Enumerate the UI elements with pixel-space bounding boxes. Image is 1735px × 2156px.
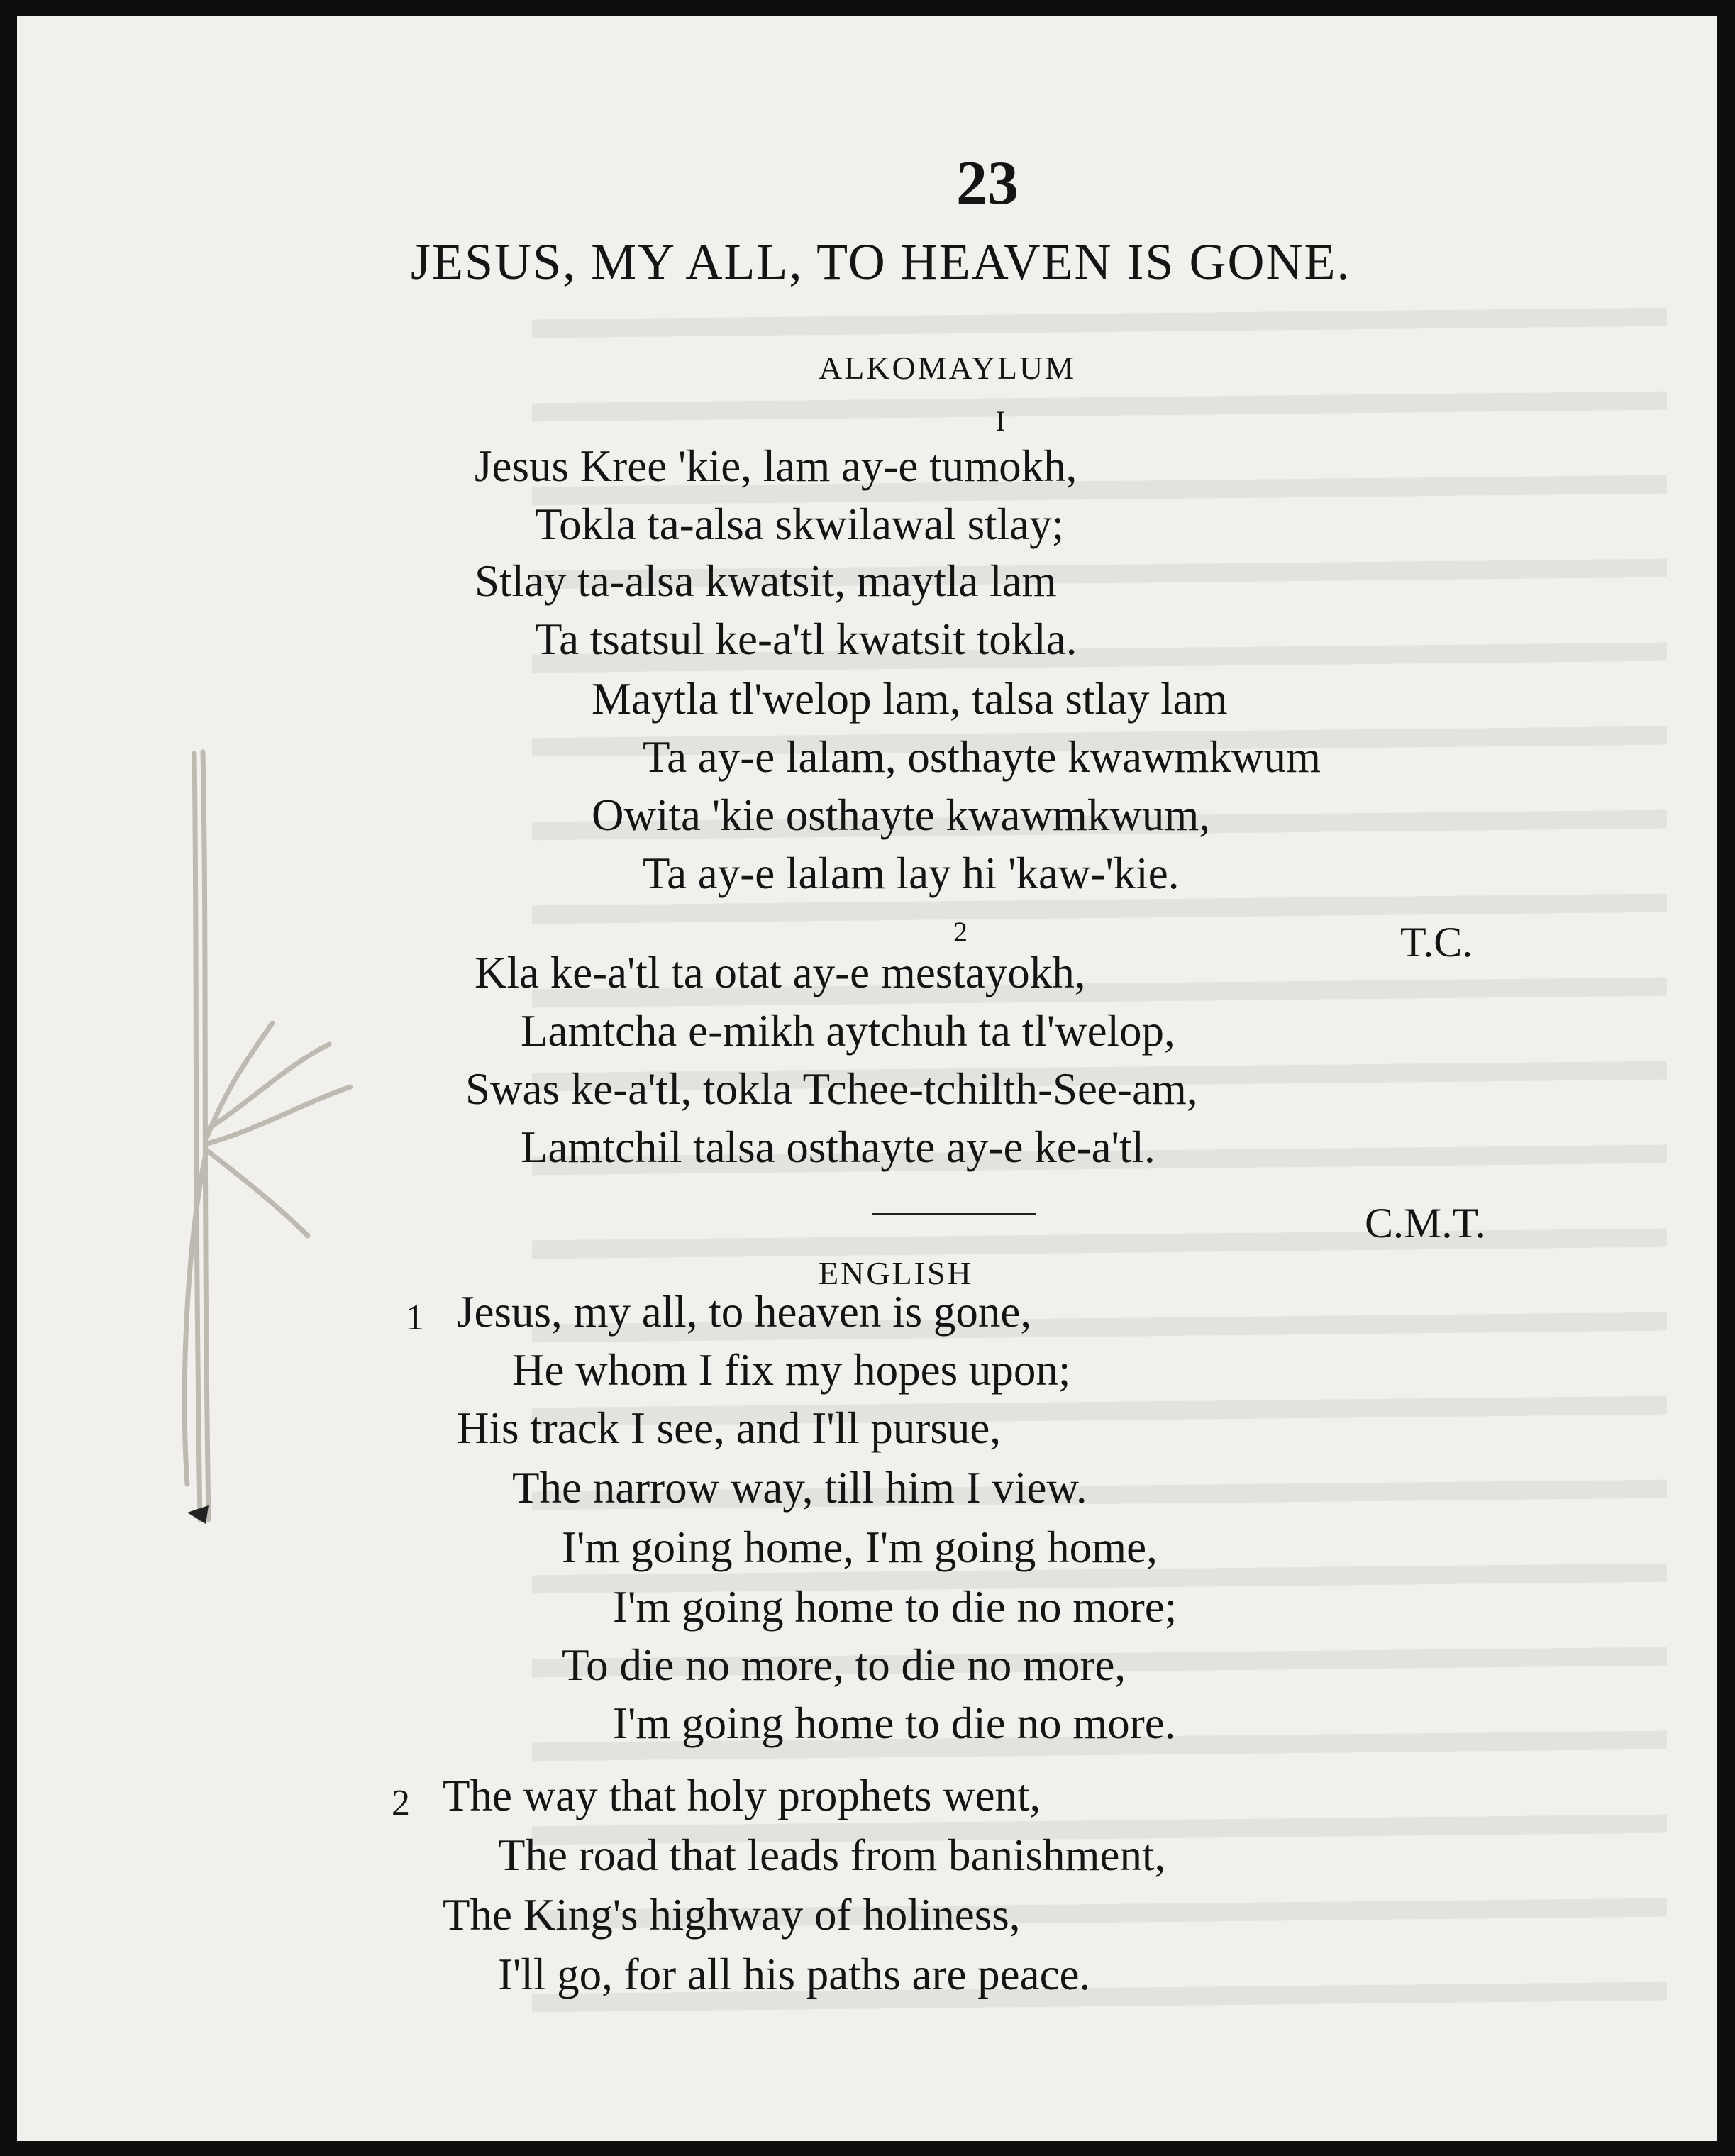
verse-line: The King's highway of holiness, — [443, 1890, 1021, 1940]
verse-line: Tokla ta-alsa skwilawal stlay; — [535, 499, 1065, 549]
verse-line: His track I see, and I'll pursue, — [457, 1403, 1002, 1453]
native-verse-2-number: 2 — [953, 916, 968, 948]
hymn-title: JESUS, MY ALL, TO HEAVEN IS GONE. — [411, 233, 1351, 290]
english-verse-1-number: 1 — [406, 1298, 424, 1338]
verse-line: He whom I fix my hopes upon; — [512, 1345, 1071, 1395]
verse-line: The narrow way, till him I view. — [512, 1463, 1087, 1513]
page-number: 23 — [956, 149, 1019, 218]
verse-line: Jesus, my all, to heaven is gone, — [457, 1287, 1032, 1337]
native-verse-1-number: I — [996, 405, 1006, 437]
hymn-page — [17, 16, 1717, 2141]
verse-line: Owita 'kie osthayte kwawmkwum, — [592, 790, 1211, 840]
verse-line: I'm going home to die no more; — [613, 1582, 1177, 1632]
verse-line: Jesus Kree 'kie, lam ay-e tumokh, — [475, 441, 1077, 491]
verse-line: To die no more, to die no more, — [562, 1640, 1126, 1690]
verse-2-attribution: T.C. — [1400, 919, 1473, 966]
verse-line: Ta tsatsul ke-a'tl kwatsit tokla. — [535, 614, 1077, 664]
native-section-heading: ALKOMAYLUM — [819, 350, 1077, 386]
english-verse-2-number: 2 — [392, 1783, 410, 1823]
binding-string-illustration — [166, 746, 407, 1541]
verse-line: I'll go, for all his paths are peace. — [498, 1950, 1091, 1999]
verse-line: Lamtchil talsa osthayte ay-e ke-a'tl. — [521, 1122, 1155, 1172]
verse-line: The way that holy prophets went, — [443, 1771, 1041, 1820]
verse-line: I'm going home, I'm going home, — [562, 1522, 1158, 1572]
verse-line: I'm going home to die no more. — [613, 1698, 1176, 1748]
verse-line: Ta ay-e lalam lay hi 'kaw-'kie. — [643, 848, 1180, 898]
verse-line: Lamtcha e-mikh aytchuh ta tl'welop, — [521, 1006, 1175, 1056]
verse-line: Kla ke-a'tl ta otat ay-e mestayokh, — [475, 948, 1086, 997]
section-divider — [872, 1213, 1036, 1215]
native-attribution: C.M.T. — [1365, 1200, 1486, 1246]
verse-line: Maytla tl'welop lam, talsa stlay lam — [592, 674, 1228, 724]
english-section-heading: ENGLISH — [819, 1255, 973, 1291]
verse-line: Ta ay-e lalam, osthayte kwawmkwum — [643, 732, 1321, 782]
verse-line: Stlay ta-alsa kwatsit, maytla lam — [475, 556, 1057, 606]
verse-line: Swas ke-a'tl, tokla Tchee-tchilth-See-am, — [465, 1064, 1198, 1114]
verse-line: The road that leads from banishment, — [498, 1830, 1166, 1880]
